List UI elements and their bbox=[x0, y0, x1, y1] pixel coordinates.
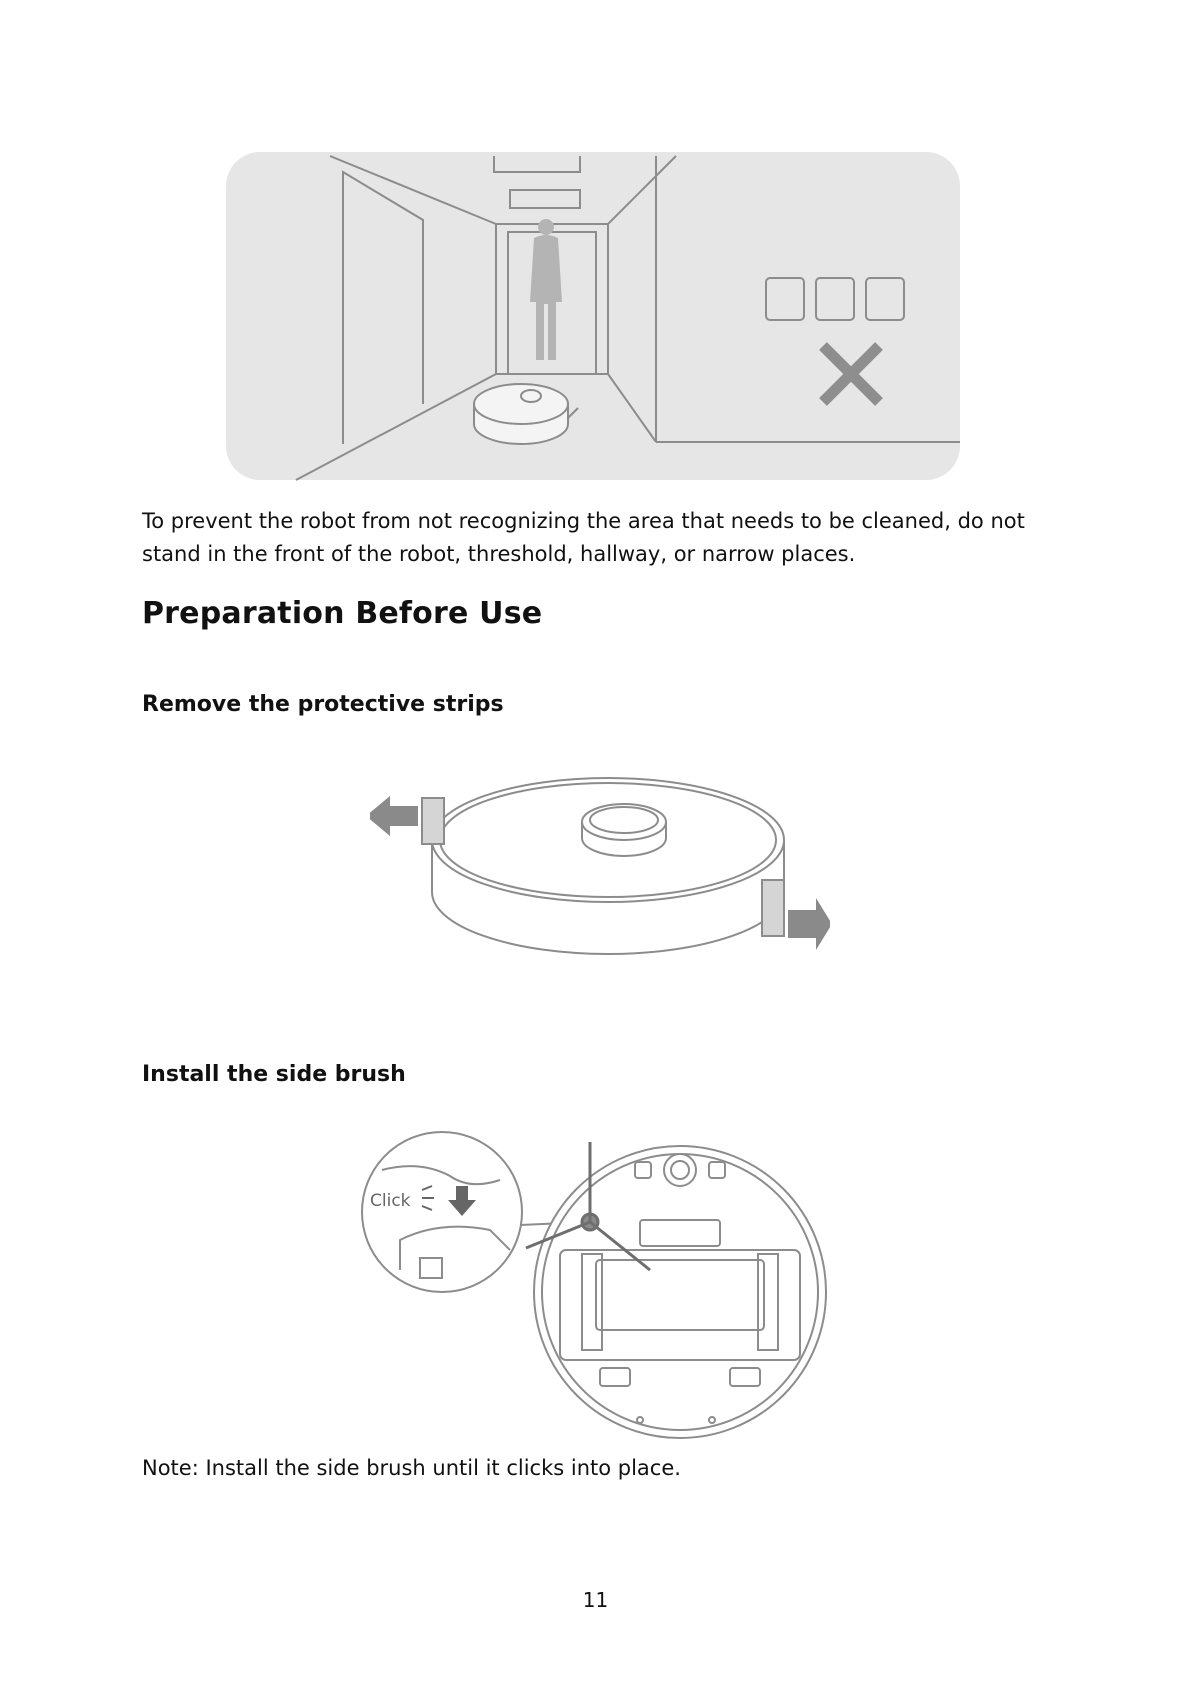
step-heading-side-brush: Install the side brush bbox=[142, 1062, 406, 1087]
hallway-illustration bbox=[226, 152, 960, 482]
protective-strips-illustration bbox=[370, 762, 830, 1002]
illustration-panel bbox=[226, 152, 960, 480]
intro-paragraph: To prevent the robot from not recognizing the area that needs to be cleaned, do not stand in the front of the robot, threshold, hallway, or narrow places. bbox=[142, 509, 1025, 566]
step-heading-protective-strips: Remove the protective strips bbox=[142, 692, 504, 717]
section-heading: Preparation Before Use bbox=[142, 596, 543, 631]
pull-right-arrow-icon bbox=[788, 898, 830, 950]
side-brush-illustration bbox=[360, 1130, 840, 1440]
page-number: 11 bbox=[582, 1588, 609, 1612]
note-text: Note: Install the side brush until it clicks into place. bbox=[142, 1456, 681, 1480]
click-label: Click bbox=[370, 1191, 411, 1211]
pull-left-arrow-icon bbox=[370, 796, 418, 836]
